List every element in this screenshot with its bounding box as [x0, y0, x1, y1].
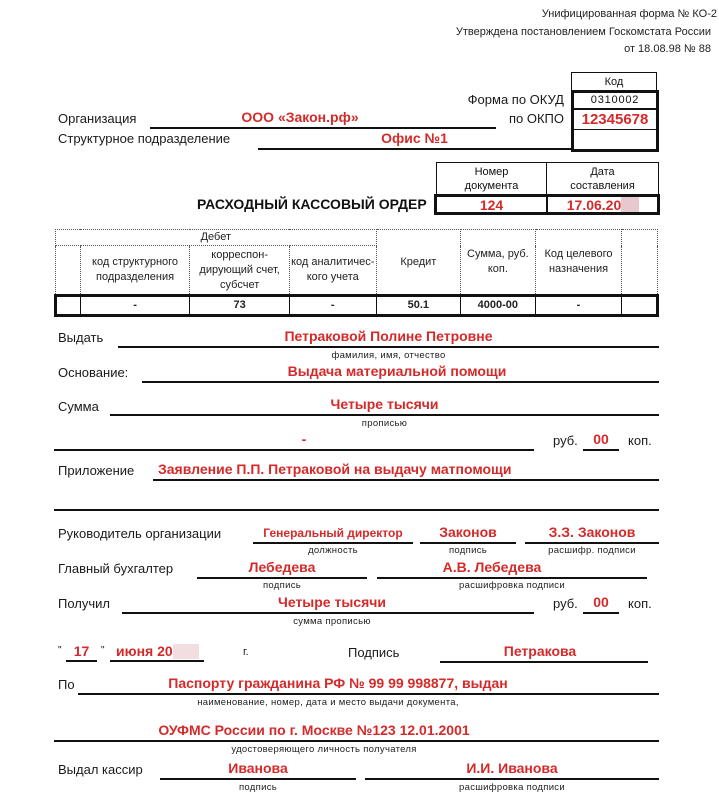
- doc-caption-2: удостоверяющего личность получателя: [231, 744, 417, 755]
- date-month-year: июня 20: [116, 643, 173, 659]
- kop-line: [583, 449, 619, 451]
- signature-value[interactable]: Петракова: [503, 643, 577, 659]
- sum-value[interactable]: Четыре тысячи: [330, 396, 439, 412]
- okud-label: Форма по ОКУД: [467, 92, 564, 107]
- head-name-caption: расшифр. подписи: [548, 545, 636, 556]
- accountant-name-caption: расшифровка подписи: [459, 580, 565, 591]
- received-value[interactable]: Четыре тысячи: [278, 594, 386, 610]
- redacted-block: [621, 197, 639, 212]
- head-signature[interactable]: Законов: [439, 524, 497, 540]
- sum-line-2: [54, 449, 534, 451]
- table-cell[interactable]: -: [80, 296, 190, 316]
- received-label: Получил: [58, 596, 110, 611]
- head-label: Руководитель организации: [58, 526, 222, 541]
- codes-divider-2: [571, 129, 659, 130]
- received-line: [122, 612, 534, 614]
- issue-line: [118, 346, 659, 348]
- head-name-line: [525, 542, 659, 544]
- doc-line-2: [54, 740, 659, 742]
- form-approval: Утверждена постановлением Госкомстата России: [455, 26, 711, 38]
- organization-line: [150, 127, 496, 129]
- redacted-block: [173, 644, 199, 659]
- attachment-line: [153, 479, 659, 481]
- table-cell[interactable]: 4000-00: [461, 296, 536, 316]
- head-signature-line: [420, 542, 516, 544]
- date-year-suffix: г.: [243, 646, 249, 658]
- sum-line: [110, 414, 659, 416]
- kop-label: коп.: [628, 433, 652, 448]
- number-header: Номер документа: [464, 166, 519, 192]
- basis-value[interactable]: Выдача материальной помощи: [287, 363, 507, 379]
- table-cell[interactable]: 73: [190, 296, 290, 316]
- cashier-name-line: [365, 778, 659, 780]
- codes-header-cell: [571, 72, 657, 92]
- received-rub-label: руб.: [553, 596, 578, 611]
- cashier-name-caption: расшифровка подписи: [459, 782, 565, 793]
- organization-label: Организация: [58, 111, 137, 126]
- sum-label: Сумма: [58, 399, 99, 414]
- date-day[interactable]: 17: [73, 643, 90, 659]
- table-cell[interactable]: [622, 296, 658, 316]
- doc-value-2[interactable]: ОУФМС России по г. Москве №123 12.01.2001: [158, 722, 470, 738]
- rub-label: руб.: [553, 433, 578, 448]
- received-kop-label: коп.: [628, 596, 652, 611]
- cashier-signature-caption: подпись: [238, 782, 277, 793]
- basis-line: [142, 381, 659, 383]
- document-number[interactable]: 124: [479, 196, 504, 213]
- received-caption: сумма прописью: [293, 616, 371, 627]
- column-header: код структурного подразделения: [80, 246, 190, 296]
- date-quote-open: ": [58, 645, 62, 656]
- codes-title: Код: [604, 76, 624, 88]
- form-approval-date: от 18.08.98 № 88: [624, 43, 711, 55]
- attachment-line-2: [54, 509, 659, 511]
- accountant-label: Главный бухгалтер: [58, 561, 174, 576]
- accountant-signature-caption: подпись: [262, 580, 301, 591]
- basis-label: Основание:: [58, 365, 129, 380]
- signature-line: [440, 661, 648, 663]
- column-header: Кредит: [376, 230, 460, 296]
- head-position-line: [253, 542, 413, 544]
- debit-header: Дебет: [56, 230, 377, 246]
- head-position-caption: должность: [308, 545, 358, 556]
- attachment-value[interactable]: Заявление П.П. Петраковой на выдачу матпомощи: [158, 461, 512, 477]
- head-signature-caption: подпись: [448, 545, 487, 556]
- table-row: [56, 296, 658, 316]
- table-cell[interactable]: 50.1: [376, 296, 460, 316]
- cashier-signature[interactable]: Иванова: [228, 760, 288, 776]
- head-position[interactable]: Генеральный директор: [263, 526, 403, 540]
- column-header: Сумма, руб. коп.: [461, 230, 536, 296]
- column-header: [622, 230, 658, 296]
- table-cell[interactable]: -: [289, 296, 376, 316]
- column-header: Код целевого назначения: [535, 230, 622, 296]
- sum-caption: прописью: [361, 418, 408, 429]
- table-cell[interactable]: [56, 296, 81, 316]
- date-month-cell[interactable]: [116, 643, 199, 661]
- number-header-cell: [436, 162, 547, 196]
- kop-value[interactable]: 00: [593, 431, 609, 447]
- doc-caption: наименование, номер, дата и место выдачи документа,: [197, 697, 459, 708]
- accountant-signature-line: [197, 577, 367, 579]
- okpo-label: по ОКПО: [508, 111, 564, 126]
- date-day-line: [66, 660, 97, 662]
- accounting-table: [54, 229, 659, 317]
- cashier-label: Выдал кассир: [58, 762, 143, 777]
- accountant-signature[interactable]: Лебедева: [248, 559, 316, 575]
- date-quote-close: ": [101, 645, 105, 656]
- organization-value[interactable]: ООО «Закон.рф»: [241, 109, 359, 125]
- doc-line: [78, 693, 659, 695]
- division-label: Структурное подразделение: [58, 131, 231, 146]
- doc-value[interactable]: Паспорту гражданина РФ № 99 99 998877, выдан: [168, 675, 508, 691]
- date-header-cell: [546, 162, 659, 196]
- issue-value[interactable]: Петраковой Полине Петровне: [284, 328, 493, 344]
- column-header: [56, 246, 81, 296]
- received-kop-value[interactable]: 00: [593, 594, 609, 610]
- okud-value: 0310002: [590, 94, 640, 106]
- okpo-value[interactable]: 12345678: [581, 110, 649, 128]
- by-label: По: [58, 677, 75, 692]
- document-date: 17.06.20: [566, 196, 622, 213]
- division-value[interactable]: Офис №1: [381, 130, 448, 146]
- form-name: Унифицированная форма № КО-2: [541, 8, 717, 20]
- table-cell[interactable]: -: [535, 296, 622, 316]
- document-title: РАСХОДНЫЙ КАССОВЫЙ ОРДЕР: [197, 196, 427, 212]
- accountant-name[interactable]: А.В. Лебедева: [442, 559, 542, 575]
- division-line: [258, 148, 571, 150]
- issue-caption: фамилия, имя, отчество: [331, 350, 446, 361]
- date-header: Дата составления: [570, 166, 635, 192]
- accountant-name-line: [377, 577, 647, 579]
- received-kop-line: [583, 612, 619, 614]
- attachment-label: Приложение: [58, 463, 135, 478]
- head-name[interactable]: З.З. Законов: [548, 524, 636, 540]
- cashier-name[interactable]: И.И. Иванова: [466, 760, 558, 776]
- document-date-cell[interactable]: [548, 196, 658, 213]
- issue-label: Выдать: [58, 330, 104, 345]
- column-header: код аналитичес-кого учета: [289, 246, 376, 296]
- cashier-signature-line: [160, 778, 356, 780]
- signature-label: Подпись: [348, 645, 400, 660]
- column-header: корреспон-дирующий счет, субсчет: [190, 246, 290, 296]
- sum-line-2-value[interactable]: -: [301, 431, 307, 447]
